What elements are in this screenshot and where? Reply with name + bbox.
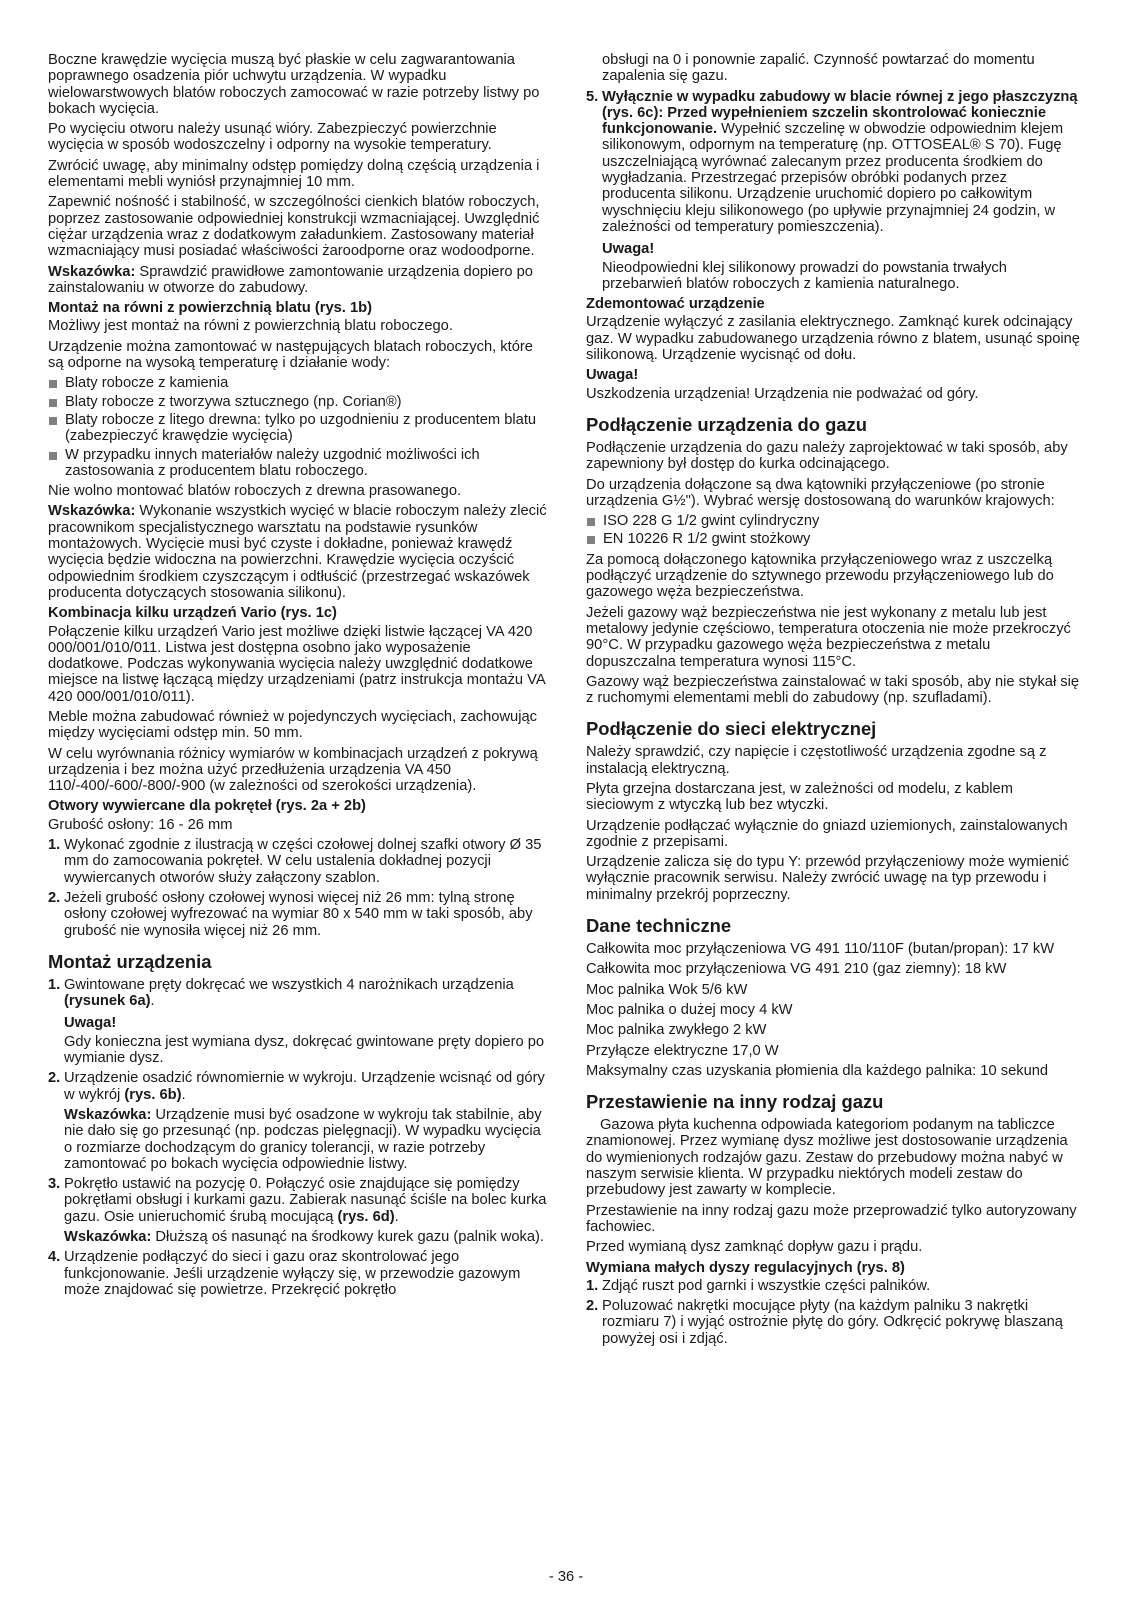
section-heading-mounting: Montaż urządzenia	[48, 950, 212, 972]
step-text-run: Urządzenie osadzić równomiernie w wykroju. Urządzenie wcisnąć od góry w wykrój	[64, 1070, 545, 1103]
hint-paragraph	[64, 1229, 548, 1245]
paragraph: Jeżeli gazowy wąż bezpieczeństwa nie jest wykonany z metalu lub jest metalowy jedynie częściowo, temperatura otoczenia nie może przekroczyć 90°C. W przypadku gazowego węża bezpieczeństwa z metalu dopuszczalna temperatura wynosi 115°C.	[586, 604, 1071, 670]
hint-label: Wskazówka:	[64, 1106, 152, 1123]
tech-line: Moc palnika o dużej mocy 4 kW	[586, 1001, 793, 1018]
paragraph: Urządzenie zalicza się do typu Y: przewód przyłączeniowy może wymienić wyłącznie pracownik serwisu. Należy zwrócić uwagę na typ przewodu i minimalny przekrój poprzeczny.	[586, 854, 1069, 903]
warning-label: Uwaga!	[586, 367, 639, 384]
paragraph: Urządzenie można zamontować w następujących blatach roboczych, które są odporne na wysoką temperaturę i działanie wody:	[48, 338, 533, 372]
step-number: 2.	[586, 1298, 599, 1315]
step-text: Jeżeli grubość osłony czołowej wynosi więcej niż 26 mm: tylną stronę osłony czołowej wyfrezować na wymiar 80 x 540 mm w taki sposób, aby grubość nie wynosiła więcej niż 26 mm.	[64, 889, 533, 939]
step-text-run: .	[150, 993, 155, 1010]
hint-label: Wskazówka:	[48, 503, 136, 520]
tech-line: Całkowita moc przyłączeniowa VG 491 210 (gaz ziemny): 18 kW	[586, 961, 1007, 978]
step-number: 3.	[48, 1176, 61, 1193]
paragraph: Zwrócić uwagę, aby minimalny odstęp pomiędzy dolną częścią urządzenia i elementami mebli wyniósł przynajmniej 10 mm.	[48, 157, 540, 191]
hint-label: Wskazówka:	[64, 1229, 152, 1245]
tech-line: Maksymalny czas uzyskania płomienia dla każdego palnika: 10 sekund	[586, 1062, 1049, 1079]
step-text	[64, 1176, 548, 1225]
step-text	[64, 1070, 548, 1103]
step-text-run: Pokrętło ustawić na pozycję 0. Połączyć osie znajdujące się pomiędzy pokrętłami obsługi i kurkami gazu. Zabierak nasunąć ściśle na bolec kurka gazu. Osie unieruchomić śrubą mocującą	[64, 1176, 547, 1225]
paragraph: W celu wyrównania różnicy wymiarów w kombinacjach urządzeń z pokrywą urządzenia i bez można użyć przedłużenia urządzenia VA 450 110/-400/-600/-800/-900 (w zależności od szerokości urządzenia).	[48, 745, 538, 795]
paragraph: Gazowa płyta kuchenna odpowiada kategoriom podanym na tabliczce znamionowej. Przez wymianę dysz możliwe jest dostosowanie urządzenia do wymienionych rodzajów gazu. Zestaw do przebudowy można nabyć w naszym serwisie klienta. W przypadku niektórych modeli zestaw do przebudowy jest zawarty w komplecie.	[586, 1117, 1068, 1199]
paragraph: Do urządzenia dołączone są dwa kątowniki przyłączeniowe (po stronie urządzenia G½"). Wybrać wersję dostosowaną do warunków krajowych:	[586, 476, 1055, 509]
paragraph: Urządzenie podłączać wyłącznie do gniazd uziemionych, zainstalowanych zgodnie z przepisami.	[586, 817, 1068, 850]
paragraph: Nie wolno montować blatów roboczych z drewna prasowanego.	[48, 483, 462, 500]
subheading-removal: Zdemontować urządzenie	[586, 296, 765, 313]
paragraph: Urządzenie wyłączyć z zasilania elektrycznego. Zamknąć kurek odcinający gaz. W wypadku zabudowanego urządzenia równo z blatem, usunąć spoinę silikonową. Urządzenie wycisnąć od dołu.	[586, 314, 1080, 364]
hint-paragraph	[48, 503, 548, 601]
warning-label: Uwaga!	[602, 241, 655, 258]
section-heading-gas-conversion: Przestawienie na inny rodzaj gazu	[586, 1091, 884, 1113]
step-text: Zdjąć ruszt pod garnki i wszystkie części palników.	[602, 1277, 931, 1294]
step-text-run: Wypełnić szczelinę w obwodzie odpowiednim klejem silikonowym, odpornym na temperaturę (np. OTTOSEAL® S 70). Fugę uszczelniającą wyrównać zalecanym przez producenta środkiem do wygładzania. Przestrzegać przepisów obróbki podanych przez producenta silikonu. Urządzenie uruchomić dopiero po całkowitym wyschnięciu kleju silikonowego (po upływie przynajmniej 24 godzin, w zależności od temperatury pomieszczenia).	[602, 121, 1064, 235]
step-item	[48, 1070, 548, 1172]
section-heading-gas-connection: Podłączenie urządzenia do gazu	[586, 413, 868, 435]
subheading-nozzle-replacement: Wymiana małych dyszy regulacyjnych (rys. 8)	[586, 1259, 905, 1276]
warning-label: Uwaga!	[64, 1015, 117, 1032]
page-number: - 36 -	[548, 1569, 584, 1585]
step-text: Urządzenie podłączyć do sieci i gazu oraz skontrolować jego funkcjonowanie. Jeśli urządzenie wyłączy się, w przewodzie gazowym może znajdować się powietrze. Przekręcić pokrętło	[64, 1249, 521, 1298]
paragraph: Po wycięciu otworu należy usunąć wióry. Zabezpieczyć powierzchnie wycięcia w sposób wodoszczelny i odporny na wysokie temperatury.	[48, 121, 497, 154]
paragraph: Zapewnić nośność i stabilność, w szczególności cienkich blatów roboczych, poprzez zastosowanie odpowiedniej konstrukcji wzmacniającej. Uwzględnić ciężar urządzenia wraz z dodatkowym załadunkiem. Zastosowany materiał wzmacniający musi posiadać właściwości żaroodporne oraz wodoodporne.	[48, 194, 540, 260]
list-item: ISO 228 G 1/2 gwint cylindryczny	[586, 513, 1084, 529]
step-text-run: .	[181, 1086, 186, 1103]
step-continuation	[586, 52, 1084, 85]
list-item: Blaty robocze z kamienia	[48, 375, 548, 391]
tech-line: Moc palnika zwykłego 2 kW	[586, 1022, 767, 1039]
paragraph: Gazowy wąż bezpieczeństwa zainstalować w taki sposób, aby nie stykał się z ruchomymi elementami mebli do zabudowy (np. szufladami).	[586, 673, 1080, 707]
section-heading-electrical: Podłączenie do sieci elektrycznej	[586, 718, 877, 740]
step-text: Poluzować nakrętki mocujące płyty (na każdym palniku 3 nakrętki rozmiaru 7) i wyjąć ostrożnie płytę do góry. Odkręcić pokrywę blaszaną powyżej osi i zdjąć.	[602, 1298, 1063, 1347]
step-text	[64, 977, 548, 1010]
paragraph: Płyta grzejna dostarczana jest, w zależności od modelu, z kablem sieciowym z wtyczką lub bez wtyczki.	[586, 780, 1013, 814]
paragraph: Połączenie kilku urządzeń Vario jest możliwe dzięki listwie łączącej VA 420 000/001/010/011. Listwa jest dostępna osobno jako wyposażenie dodatkowe. Podczas wykonywania wycięcia należy uwzględnić dodatkowe miejsce na listwę łączącą między urządzeniami (patrz instrukcja montażu VA 420 000/001/010/011).	[48, 623, 545, 705]
hint-paragraph	[64, 1107, 548, 1172]
subheading-flush-mount: Montaż na równi z powierzchnią blatu (rys. 1b)	[48, 300, 372, 317]
figure-ref: (rys. 6d)	[337, 1208, 395, 1225]
hint-label: Wskazówka:	[48, 263, 136, 280]
paragraph: Możliwy jest montaż na równi z powierzchnią blatu roboczego.	[48, 318, 453, 335]
step-number: 2.	[48, 889, 61, 906]
subheading-drill-holes: Otwory wywiercane dla pokręteł (rys. 2a + 2b)	[48, 798, 366, 815]
list-item: Blaty robocze z litego drewna: tylko po uzgodnieniu z producentem blatu (zabezpieczyć krawędzie wycięcia)	[48, 412, 548, 445]
step-item	[48, 1176, 548, 1245]
paragraph: Boczne krawędzie wycięcia muszą być płaskie w celu zagwarantowania poprawnego osadzenia piór uchwytu urządzenia. W wypadku wielowarstwowych blatów roboczych zamocować w razie potrzeby listwy po bokach wycięcia.	[48, 52, 540, 117]
warning-text: Gdy konieczna jest wymiana dysz, dokręcać gwintowane pręty dopiero po wymianie dysz.	[64, 1033, 545, 1067]
paragraph: Grubość osłony: 16 - 26 mm	[48, 816, 233, 833]
paragraph: Meble można zabudować również w pojedynczych wycięciach, zachowując między wycięciami odstęp min. 50 mm.	[48, 708, 538, 742]
step-number: 1.	[586, 1277, 599, 1294]
hint-paragraph	[48, 264, 548, 297]
subheading-combination: Kombinacja kilku urządzeń Vario (rys. 1c)	[48, 605, 337, 622]
list-item: W przypadku innych materiałów należy uzgodnić możliwości ich zastosowania z producentem blatu roboczego.	[48, 447, 548, 480]
step-item	[48, 890, 548, 939]
tech-line: Przyłącze elektryczne 17,0 W	[586, 1042, 779, 1059]
list-item: EN 10226 R 1/2 gwint stożkowy	[586, 531, 1084, 547]
step-item	[586, 1278, 1084, 1294]
step-item	[48, 977, 548, 1066]
section-heading-technical-data: Dane techniczne	[586, 915, 732, 937]
step-number: 4.	[48, 1249, 61, 1266]
hint-text: Urządzenie musi być osadzone w wykroju tak stabilnie, aby nie dało się go przesunąć (np. podczas pielęgnacji). W wypadku wycięcia o rozmiarze dochodzącym do granicy tolerancji, w razie potrzeby zamontować po bokach wycięcia odpowiednie listwy.	[64, 1106, 542, 1172]
step-item	[586, 89, 1084, 293]
paragraph: Przestawienie na inny rodzaj gazu może przeprowadzić tylko autoryzowany fachowiec.	[586, 1202, 1077, 1235]
paragraph: Należy sprawdzić, czy napięcie i częstotliwość urządzenia zgodne są z instalacją elektryczną.	[586, 744, 1047, 777]
thread-list	[586, 513, 1084, 548]
list-item: Blaty robocze z tworzywa sztucznego (np. Corian®)	[48, 394, 548, 410]
tech-line: Całkowita moc przyłączeniowa VG 491 110/110F (butan/propan): 17 kW	[586, 941, 1055, 958]
step-item	[48, 1249, 548, 1298]
step-text: obsługi na 0 i ponownie zapalić. Czynność powtarzać do momentu zapalenia się gazu.	[602, 52, 1035, 85]
figure-ref: (rysunek 6a)	[64, 993, 151, 1010]
figure-ref: (rys. 6b)	[124, 1086, 182, 1103]
tech-line: Moc palnika Wok 5/6 kW	[586, 981, 748, 998]
warning-text: Nieodpowiedni klej silikonowy prowadzi do powstania trwałych przebarwień blatów roboczych z kamienia naturalnego.	[602, 259, 1007, 292]
step-bold-text: Wyłącznie w wypadku zabudowy w blacie równej z jego płaszczyzną (rys. 6c): Przed wypełnieniem szczelin skontrolować koniecznie funkcjonowanie.	[602, 88, 1078, 138]
right-column	[586, 52, 1084, 1351]
step-text	[602, 89, 1084, 236]
step-number: 1.	[48, 837, 61, 854]
step-number: 2.	[48, 1070, 61, 1087]
hint-text: Dłuższą oś nasunąć na środkowy kurek gazu (palnik woka).	[151, 1229, 545, 1245]
hint-text: Sprawdzić prawidłowe zamontowanie urządzenia dopiero po zainstalowaniu w otworze do zabudowy.	[48, 263, 533, 296]
worktop-list	[48, 375, 548, 479]
step-number: 5.	[586, 88, 599, 105]
left-column	[48, 52, 548, 1302]
paragraph: Za pomocą dołączonego kątownika przyłączeniowego wraz z uszczelką podłączyć urządzenie do sztywnego przewodu przyłączeniowego lub do gazowego węża bezpieczeństwa.	[586, 551, 1054, 601]
step-item	[586, 1298, 1084, 1347]
step-item	[48, 837, 548, 886]
paragraph: Przed wymianą dysz zamknąć dopływ gazu i prądu.	[586, 1239, 923, 1256]
step-text-run: Gwintowane pręty dokręcać we wszystkich 4 narożnikach urządzenia	[64, 976, 514, 993]
paragraph: Podłączenie urządzenia do gazu należy zaprojektować w taki sposób, aby zapewniony był dostęp do kurka odcinającego.	[586, 439, 1068, 473]
step-text-run: .	[394, 1208, 399, 1225]
hint-text: Wykonanie wszystkich wycięć w blacie roboczym należy zlecić pracownikom specjalistycznego warsztatu na podstawie rysunków montażowych. Wycięcie musi być czyste i dokładne, ponieważ krawędź wycięcia będzie widoczna na powierzchni. Krawędzie wycięcia oczyścić odpowiednim środkiem czyszczącym i odtłuścić (przestrzegać wskazówek producenta dotyczących stosowania silikonu).	[48, 503, 547, 601]
step-number: 1.	[48, 976, 61, 993]
step-text: Wykonać zgodnie z ilustracją w części czołowej dolnej szafki otwory Ø 35 mm do zamocowania pokręteł. W celu ustalenia dokładnej pozycji wywiercanych otworów służy załączony szablon.	[64, 837, 542, 886]
warning-text: Uszkodzenia urządzenia! Urządzenia nie podważać od góry.	[586, 385, 979, 402]
